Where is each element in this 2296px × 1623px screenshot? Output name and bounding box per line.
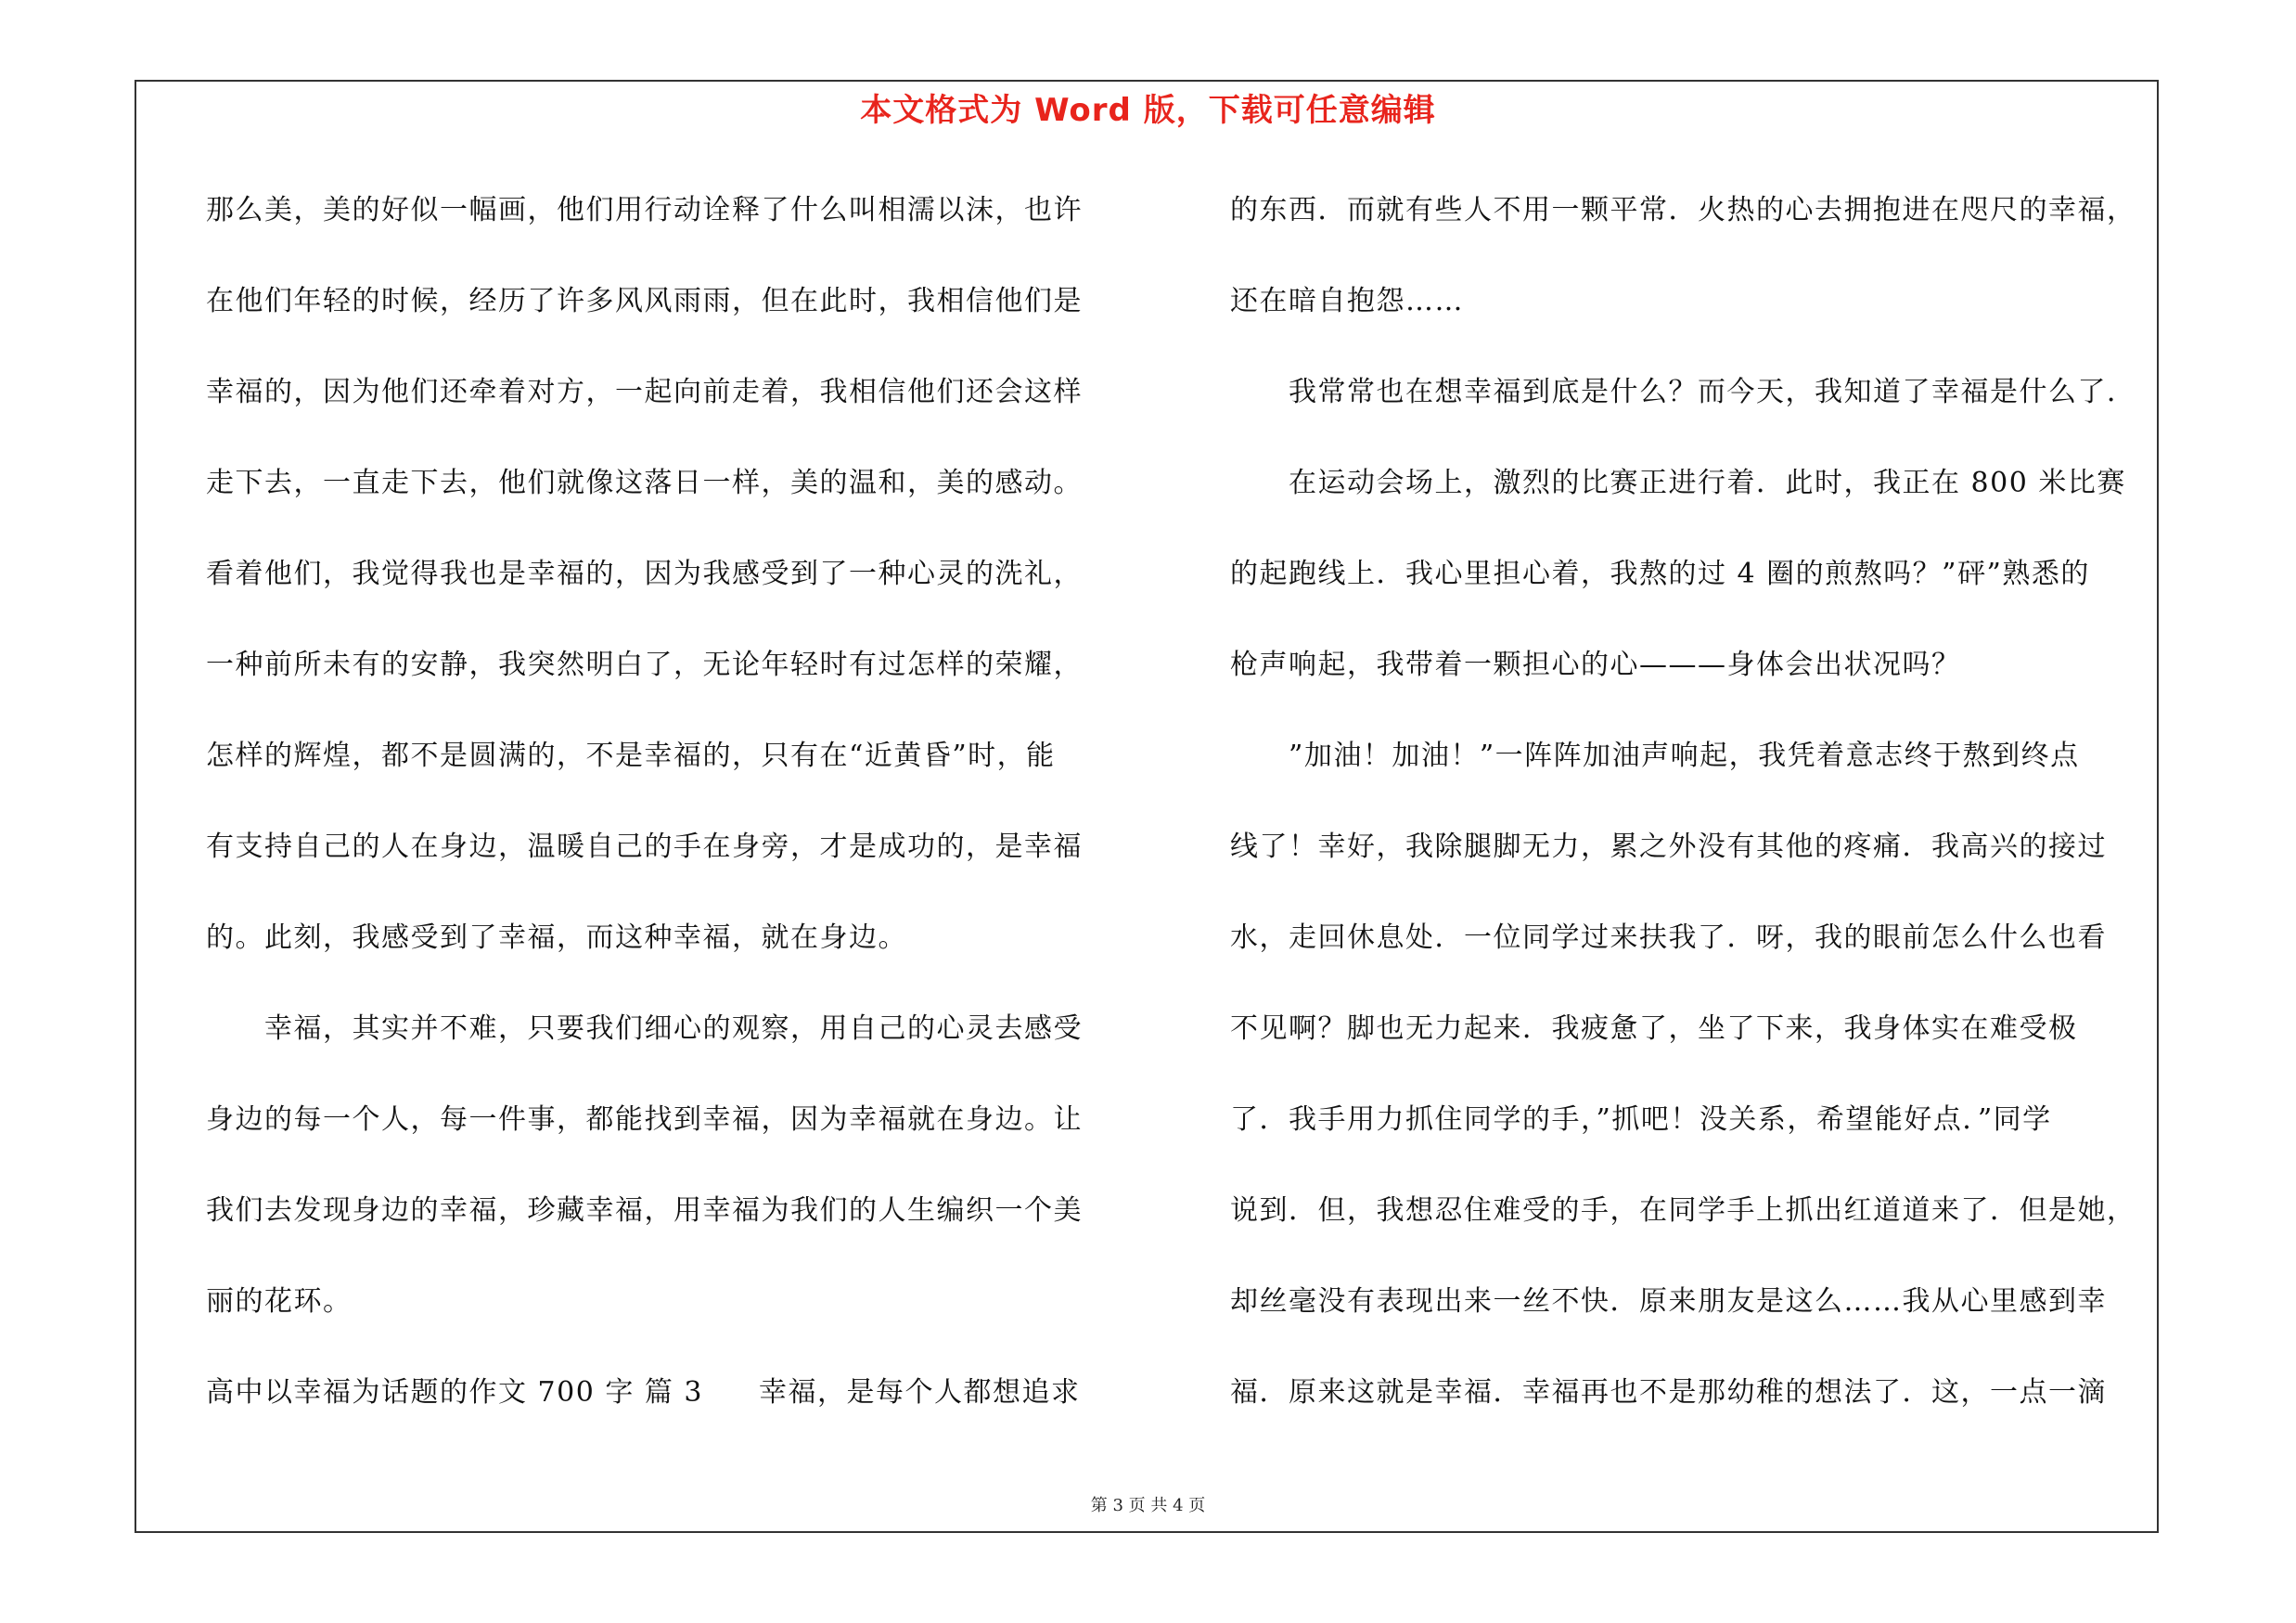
text-line: 幸福，其实并不难，只要我们细心的观察，用自己的心灵去感受 [206, 1012, 1083, 1045]
essay-title: 高中以幸福为话题的作文 700 字 篇 3 [206, 1376, 703, 1409]
text-line: 福．原来这就是幸福．幸福再也不是那幼稚的想法了．这，一点一滴 [1230, 1376, 2107, 1409]
text-line: 说到．但，我想忍住难受的手，在同学手上抓出红道道来了．但是她， [1230, 1194, 2136, 1227]
essay-opening: 幸福，是每个人都想追求 [759, 1376, 1081, 1409]
text-line: 的。此刻，我感受到了幸福，而这种幸福，就在身边。 [206, 921, 907, 954]
text-line: 不见啊？脚也无力起来．我疲惫了，坐了下来，我身体实在难受极 [1230, 1012, 2078, 1045]
text-line: 丽的花环。 [206, 1285, 353, 1318]
text-line: 的起跑线上．我心里担心着，我熬的过 4 圈的煎熬吗？”砰”熟悉的 [1230, 558, 2090, 590]
text-line: 的东西．而就有些人不用一颗平常．火热的心去拥抱进在咫尺的幸福， [1230, 194, 2136, 226]
text-line: 一种前所未有的安静，我突然明白了，无论年轻时有过怎样的荣耀， [206, 649, 1083, 681]
page-number: 第 3 页 共 4 页 [1090, 1496, 1206, 1515]
text-line: 那么美，美的好似一幅画，他们用行动诠释了什么叫相濡以沫，也许 [206, 194, 1083, 226]
text-line: 还在暗自抱怨…… [1230, 285, 1464, 317]
text-line: 我常常也在想幸福到底是什么？而今天，我知道了幸福是什么了． [1230, 376, 2136, 408]
text-line: 怎样的辉煌，都不是圆满的，不是幸福的，只有在“近黄昏”时，能 [206, 740, 1056, 772]
text-line: 在运动会场上，激烈的比赛正进行着．此时，我正在 800 米比赛 [1230, 467, 2126, 499]
text-line: 我们去发现身边的幸福，珍藏幸福，用幸福为我们的人生编织一个美 [206, 1194, 1083, 1227]
right-column [1230, 184, 2158, 1457]
text-line: 看着他们，我觉得我也是幸福的，因为我感受到了一种心灵的洗礼， [206, 558, 1083, 590]
text-line: 枪声响起，我带着一颗担心的心———身体会出状况吗？ [1230, 649, 1961, 681]
text-line: ”加油！加油！”一阵阵加油声响起，我凭着意志终于熬到终点 [1230, 740, 2080, 772]
essay-heading-line [206, 1366, 1152, 1457]
text-line: 线了！幸好，我除腿脚无力，累之外没有其他的疼痛．我高兴的接过 [1230, 831, 2107, 863]
format-banner: 本文格式为 Word 版，下载可任意编辑 [860, 92, 1436, 129]
text-line: 水，走回休息处．一位同学过来扶我了．呀，我的眼前怎么什么也看 [1230, 921, 2107, 954]
text-line: 了．我手用力抓住同学的手，”抓吧！没关系，希望能好点．”同学 [1230, 1103, 2052, 1136]
text-line: 走下去，一直走下去，他们就像这落日一样，美的温和，美的感动。 [206, 467, 1083, 499]
left-column [206, 184, 1152, 1457]
text-line: 却丝毫没有表现出来一丝不快．原来朋友是这么……我从心里感到幸 [1230, 1285, 2107, 1318]
text-line: 有支持自己的人在身边，温暖自己的手在身旁，才是成功的，是幸福 [206, 831, 1083, 863]
text-line: 在他们年轻的时候，经历了许多风风雨雨，但在此时，我相信他们是 [206, 285, 1083, 317]
text-line: 幸福的，因为他们还牵着对方，一起向前走着，我相信他们还会这样 [206, 376, 1083, 408]
text-line: 身边的每一个人，每一件事，都能找到幸福，因为幸福就在身边。让 [206, 1103, 1083, 1136]
